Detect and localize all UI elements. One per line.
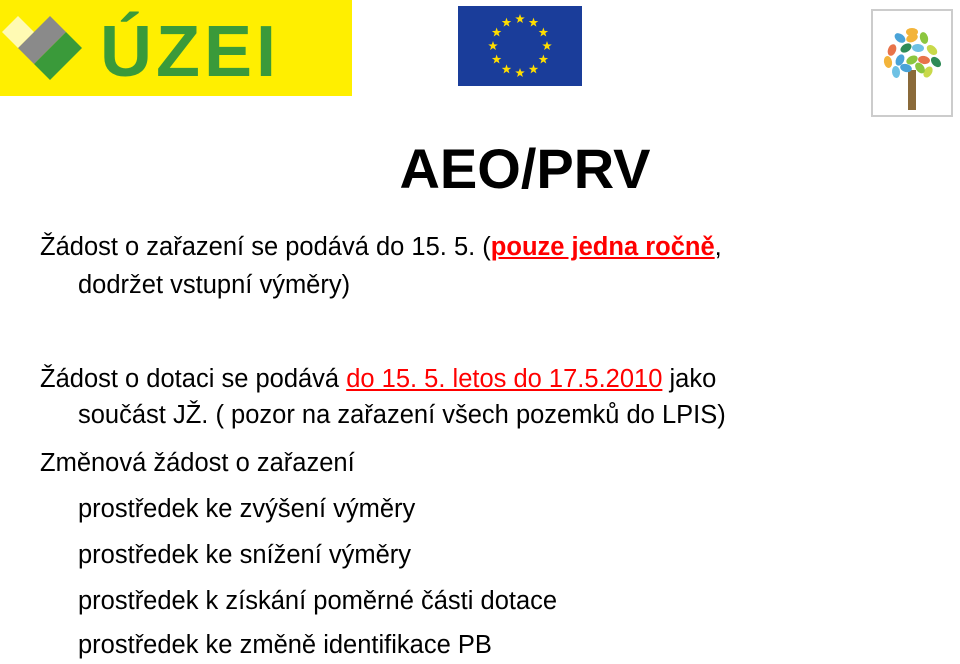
uzei-logo-wordmark: ÚZEI: [100, 12, 281, 92]
list-item: [78, 584, 557, 618]
list-item-text: prostředek ke snížení výměry: [78, 541, 412, 569]
list-item-text: prostředek k získání poměrné části dotace: [78, 587, 558, 615]
tree-logo: [870, 8, 954, 118]
page-title: [0, 138, 960, 200]
change-application-heading: [40, 446, 355, 480]
uzei-logo: [0, 0, 352, 96]
p2-post: jako: [662, 365, 717, 393]
p2-line2: součást JŽ. ( pozor na zařazení všech pozemků do LPIS): [78, 401, 726, 429]
p1-pre: Žádost o zařazení se podává do 15. 5. (: [40, 233, 491, 261]
list-item-text: prostředek ke zvýšení výměry: [78, 495, 416, 523]
p2-highlight: do 15. 5. letos do 17.5.2010: [346, 365, 663, 393]
p1-line2: dodržet vstupní výměry): [78, 271, 351, 299]
p3-heading: Změnová žádost o zařazení: [40, 449, 355, 477]
eu-flag-logo: [458, 6, 582, 86]
page-title-text: AEO/PRV: [399, 137, 651, 200]
paragraph-subsidy-application-line2: [78, 398, 726, 432]
p1-highlight: pouze jedna ročně: [490, 233, 715, 261]
tree-trunk: [908, 70, 916, 110]
list-item: [78, 492, 415, 526]
paragraph-application-classification-line2: [78, 268, 350, 302]
p2-pre: Žádost o dotaci se podává: [40, 365, 347, 393]
paragraph-subsidy-application: [40, 362, 716, 396]
list-item: [78, 628, 492, 662]
list-item-text: prostředek ke změně identifikace PB: [78, 631, 492, 659]
list-item: [78, 538, 411, 572]
paragraph-application-classification: [40, 230, 722, 264]
p1-post: ,: [714, 233, 722, 261]
